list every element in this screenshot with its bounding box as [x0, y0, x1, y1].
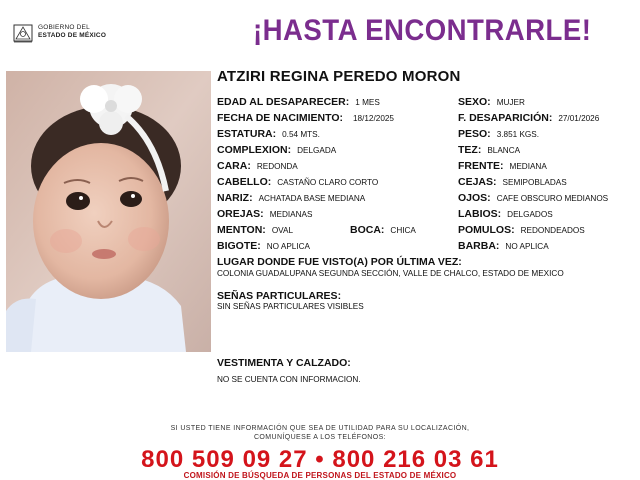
label-nariz: NARIZ: [217, 192, 253, 204]
commission-name: COMISIÓN DE BÚSQUEDA DE PERSONAS DEL ESTADO DE MÉXICO [183, 471, 457, 480]
field-frente [458, 160, 547, 173]
value-cejas: SEMIPOBLADAS [502, 178, 567, 187]
label-barba: BARBA: [458, 240, 500, 252]
field-peso [458, 128, 539, 141]
label-boca: BOCA: [350, 224, 385, 236]
field-nariz [217, 192, 365, 205]
label-vestimenta: VESTIMENTA Y CALZADO: [217, 357, 351, 369]
value-ojos: CAFE OBSCURO MEDIANOS [496, 194, 609, 203]
field-cabello [217, 176, 378, 189]
label-sexo: SEXO: [458, 96, 491, 108]
person-name: ATZIRI REGINA PEREDO MORON [217, 68, 461, 85]
footer-note-line-2: COMUNÍQUESE A LOS TELÉFONOS: [253, 434, 387, 441]
field-cara [217, 160, 298, 173]
label-bigote: BIGOTE: [217, 240, 261, 252]
value-orejas: MEDIANAS [269, 210, 313, 219]
label-peso: PESO: [458, 128, 491, 140]
label-orejas: OREJAS: [217, 208, 264, 220]
field-sexo [458, 96, 525, 109]
field-estatura [217, 128, 320, 141]
missing-person-photo [6, 71, 211, 352]
value-cabello: CASTAÑO CLARO CORTO [277, 178, 379, 187]
label-estatura: ESTATURA: [217, 128, 277, 140]
value-f-desaparicion: 27/01/2026 [558, 114, 600, 123]
label-ojos: OJOS: [458, 192, 491, 204]
label-frente: FRENTE: [458, 160, 504, 172]
value-pomulos: REDONDEADOS [520, 226, 585, 235]
field-bigote [217, 240, 310, 253]
label-cabello: CABELLO: [217, 176, 272, 188]
value-tez: BLANCA [487, 146, 521, 155]
value-cara: REDONDA [256, 162, 298, 171]
field-fecha-nacimiento [217, 112, 394, 125]
field-ojos [458, 192, 608, 205]
value-lugar: COLONIA GUADALUPANA SEGUNDA SECCIÓN, VALLE DE CHALCO, ESTADO DE MEXICO [217, 269, 564, 278]
value-labios: DELGADOS [507, 210, 553, 219]
value-edad: 1 MES [355, 98, 380, 107]
value-barba: NO APLICA [505, 242, 549, 251]
label-lugar: LUGAR DONDE FUE VISTO(A) POR ÚLTIMA VEZ: [217, 256, 462, 268]
value-frente: MEDIANA [509, 162, 547, 171]
value-fecha-nacimiento: 18/12/2025 [353, 114, 394, 123]
field-labios [458, 208, 553, 221]
label-cejas: CEJAS: [458, 176, 497, 188]
label-menton: MENTON: [217, 224, 266, 236]
logo-text [38, 24, 106, 40]
value-estatura: 0.54 MTS. [282, 130, 320, 139]
value-complexion: DELGADA [297, 146, 337, 155]
value-peso: 3.851 KGS. [496, 130, 540, 139]
value-menton: OVAL [271, 226, 294, 235]
label-edad: EDAD AL DESAPARECER: [217, 96, 350, 108]
footer-note-line-1: SI USTED TIENE INFORMACIÓN QUE SEA DE UTILIDAD PARA SU LOCALIZACIÓN, [170, 425, 470, 432]
value-senas: SIN SEÑAS PARTICULARES VISIBLES [217, 302, 364, 311]
value-sexo: MUJER [496, 98, 525, 107]
state-seal-icon [12, 22, 34, 44]
value-bigote: NO APLICA [266, 242, 310, 251]
label-tez: TEZ: [458, 144, 482, 156]
logo-line-1: GOBIERNO DEL [38, 24, 90, 31]
label-complexion: COMPLEXION: [217, 144, 292, 156]
value-vestimenta: NO SE CUENTA CON INFORMACION. [217, 375, 361, 384]
label-labios: LABIOS: [458, 208, 502, 220]
label-cara: CARA: [217, 160, 251, 172]
label-fecha-nacimiento: FECHA DE NACIMIENTO: [217, 112, 343, 124]
field-pomulos [458, 224, 585, 237]
value-nariz: ACHATADA BASE MEDIANA [258, 194, 366, 203]
field-complexion [217, 144, 336, 157]
phone-numbers: 800 509 09 27 • 800 216 03 61 [141, 446, 499, 473]
field-menton [217, 224, 293, 237]
field-barba [458, 240, 549, 253]
label-pomulos: POMULOS: [458, 224, 515, 236]
field-boca [350, 224, 416, 237]
field-tez [458, 144, 520, 157]
baby-photo-illustration [6, 71, 211, 352]
logo-line-2: ESTADO DE MÉXICO [38, 32, 107, 39]
field-f-desaparicion [458, 112, 599, 125]
label-senas: SEÑAS PARTICULARES: [217, 290, 342, 302]
label-f-desaparicion: F. DESAPARICIÓN: [458, 112, 553, 124]
field-edad [217, 96, 380, 109]
field-orejas [217, 208, 312, 221]
field-cejas [458, 176, 567, 189]
value-boca: CHICA [390, 226, 416, 235]
headline: ¡HASTA ENCONTRARLE! [253, 14, 592, 47]
government-logo [12, 20, 122, 48]
